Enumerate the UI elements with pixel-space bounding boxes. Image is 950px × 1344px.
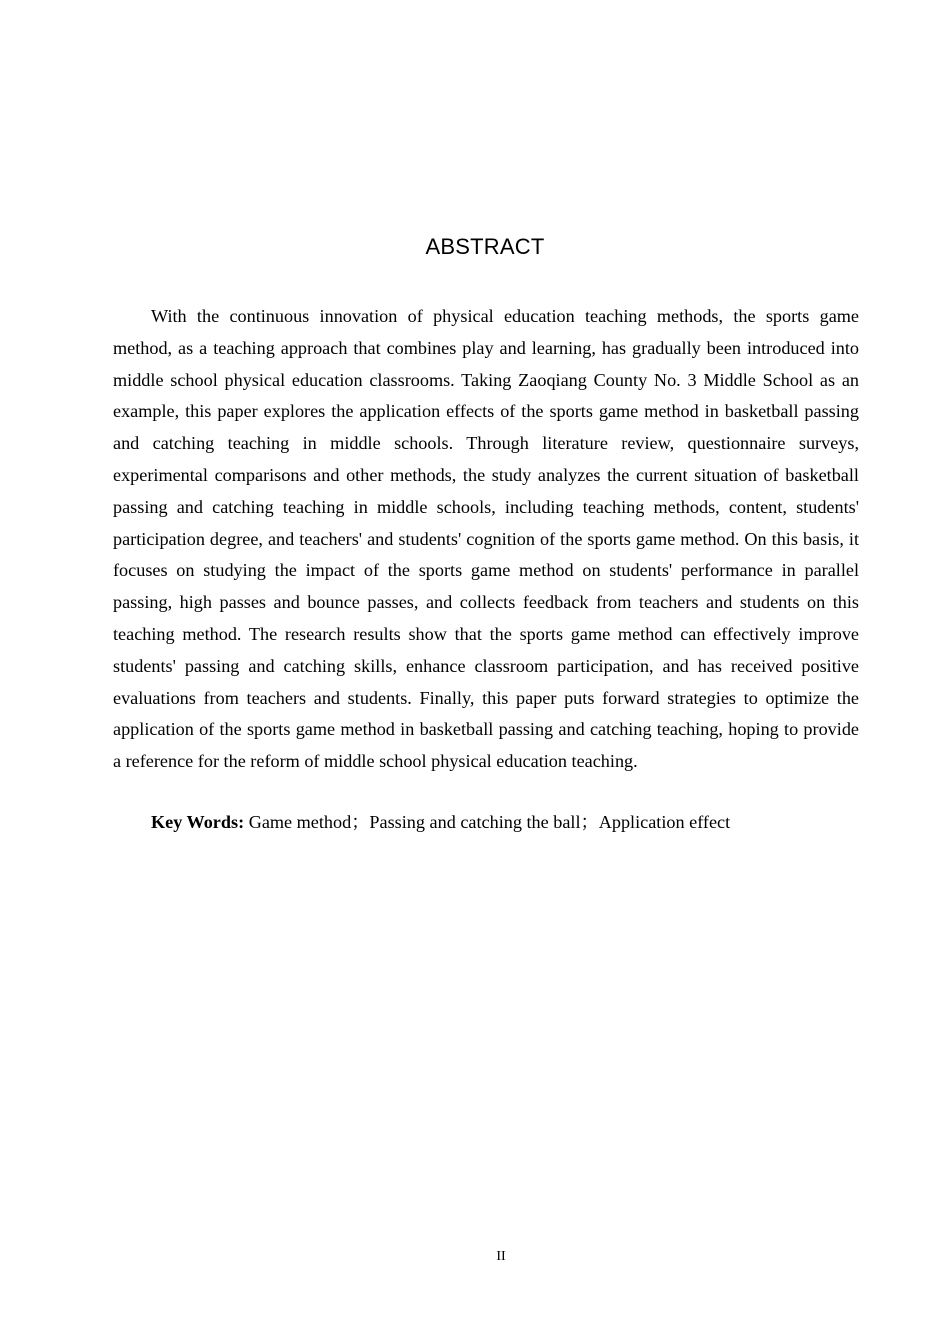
abstract-title: ABSTRACT — [425, 234, 545, 259]
keywords-label: Key Words: — [151, 812, 245, 832]
keywords-list: Game method；Passing and catching the ball；Application effect — [244, 812, 731, 832]
keywords-line — [113, 807, 859, 839]
abstract-body: With the continuous innovation of physical education teaching methods, the sports game method, as a teaching approach that combines play and learning, has gradually been introduced into middle school physical education classrooms. Taking Zaoqiang County No. 3 Middle School as an example, this paper explores the application effects of the sports game method in basketball passing and catching teaching in middle schools. Through literature review, questionnaire surveys, experimental comparisons and other methods, the study analyzes the current situation of basketball passing and catching teaching in middle schools, including teaching methods, content, students' participation degree, and teachers' and students' cognition of the sports game method. On this basis, it focuses on studying the impact of the sports game method on students' performance in parallel passing, high passes and bounce passes, and collects feedback from teachers and students on this teaching method. The research results show that the sports game method can effectively improve students' passing and catching skills, enhance classroom participation, and has received positive evaluations from teachers and students. Finally, this paper puts forward strategies to optimize the application of the sports game method in basketball passing and catching teaching, hoping to provide a reference for the reform of middle school physical education teaching. — [113, 306, 859, 772]
page-number: II — [496, 1249, 506, 1264]
